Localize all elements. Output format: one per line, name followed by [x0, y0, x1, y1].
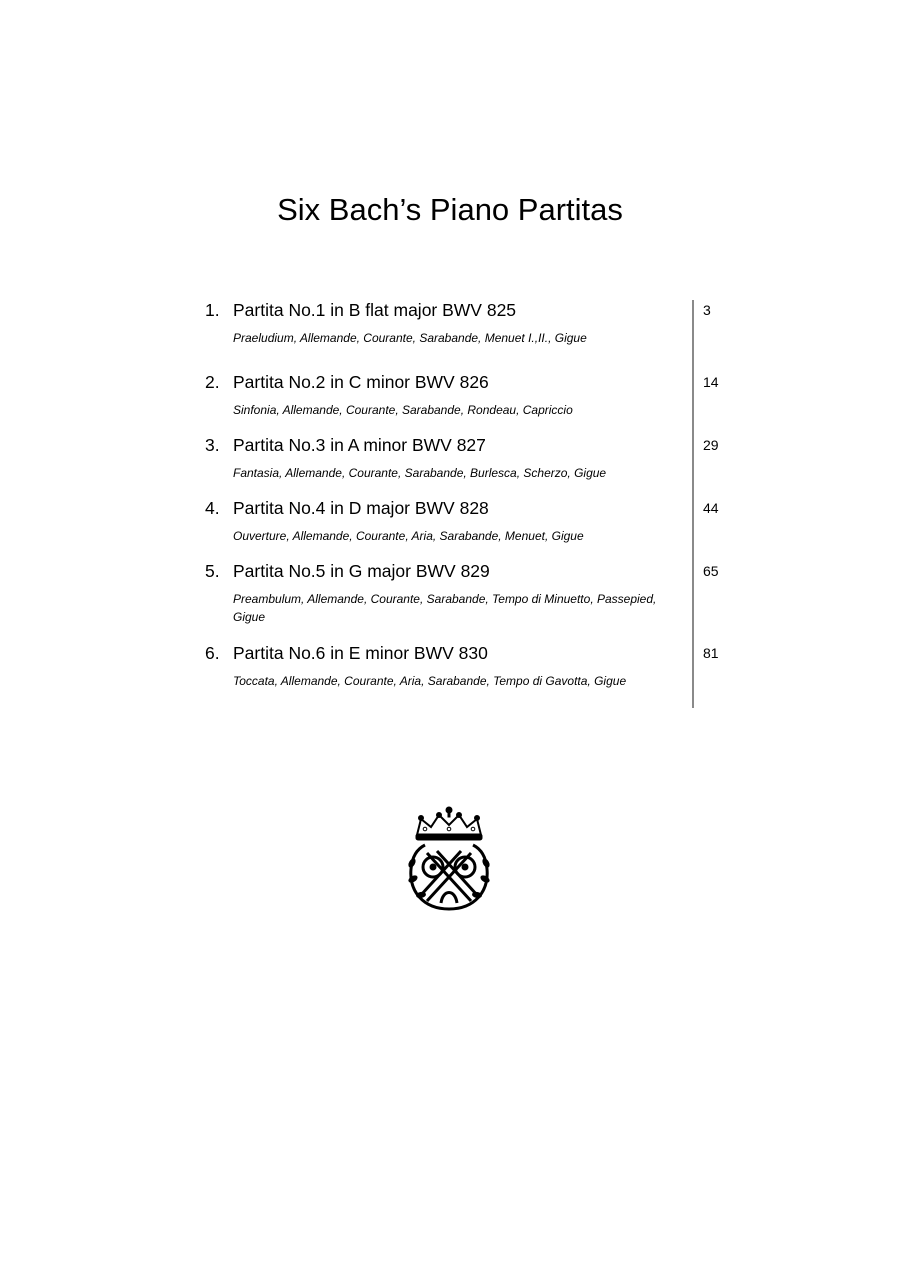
- entry-page-number: 44: [703, 500, 719, 516]
- entry-title: Partita No.1 in B flat major BWV 825: [233, 300, 517, 320]
- entry-movements: Toccata, Allemande, Courante, Aria, Sarabande, Tempo di Gavotta, Gigue: [233, 674, 627, 688]
- entry-title: Partita No.2 in C minor BWV 826: [233, 372, 489, 392]
- entry-number: 6.: [205, 643, 220, 663]
- entry-movements: Fantasia, Allemande, Courante, Sarabande, Burlesca, Scherzo, Gigue: [233, 466, 607, 480]
- entry-movements: Praeludium, Allemande, Courante, Sarabande, Menuet I.,II., Gigue: [233, 331, 587, 345]
- entry-page-number: 65: [703, 563, 719, 579]
- entry-movements: Preambulum, Allemande, Courante, Sarabande, Tempo di Minuetto, Passepied, Gigue: [233, 592, 657, 624]
- entry-page-number: 3: [703, 302, 711, 318]
- entry-title: Partita No.6 in E minor BWV 830: [233, 643, 488, 663]
- entry-page-number: 14: [703, 374, 719, 390]
- entry-movements: Sinfonia, Allemande, Courante, Sarabande, Rondeau, Capriccio: [233, 403, 573, 417]
- entry-number: 4.: [205, 498, 220, 518]
- entry-number: 5.: [205, 561, 220, 581]
- page-title: Six Bach’s Piano Partitas: [277, 192, 623, 227]
- entry-title: Partita No.5 in G major BWV 829: [233, 561, 490, 581]
- table-of-contents: [205, 300, 735, 710]
- entry-movements: Ouverture, Allemande, Courante, Aria, Sarabande, Menuet, Gigue: [233, 529, 584, 543]
- entry-page-number: 29: [703, 437, 719, 453]
- toc-divider: [692, 300, 694, 708]
- entry-number: 3.: [205, 435, 220, 455]
- bach-seal-icon: [403, 805, 495, 917]
- entry-number: 2.: [205, 372, 220, 392]
- entry-title: Partita No.3 in A minor BWV 827: [233, 435, 486, 455]
- entry-number: 1.: [205, 300, 220, 320]
- entry-page-number: 81: [703, 645, 719, 661]
- entry-title: Partita No.4 in D major BWV 828: [233, 498, 489, 518]
